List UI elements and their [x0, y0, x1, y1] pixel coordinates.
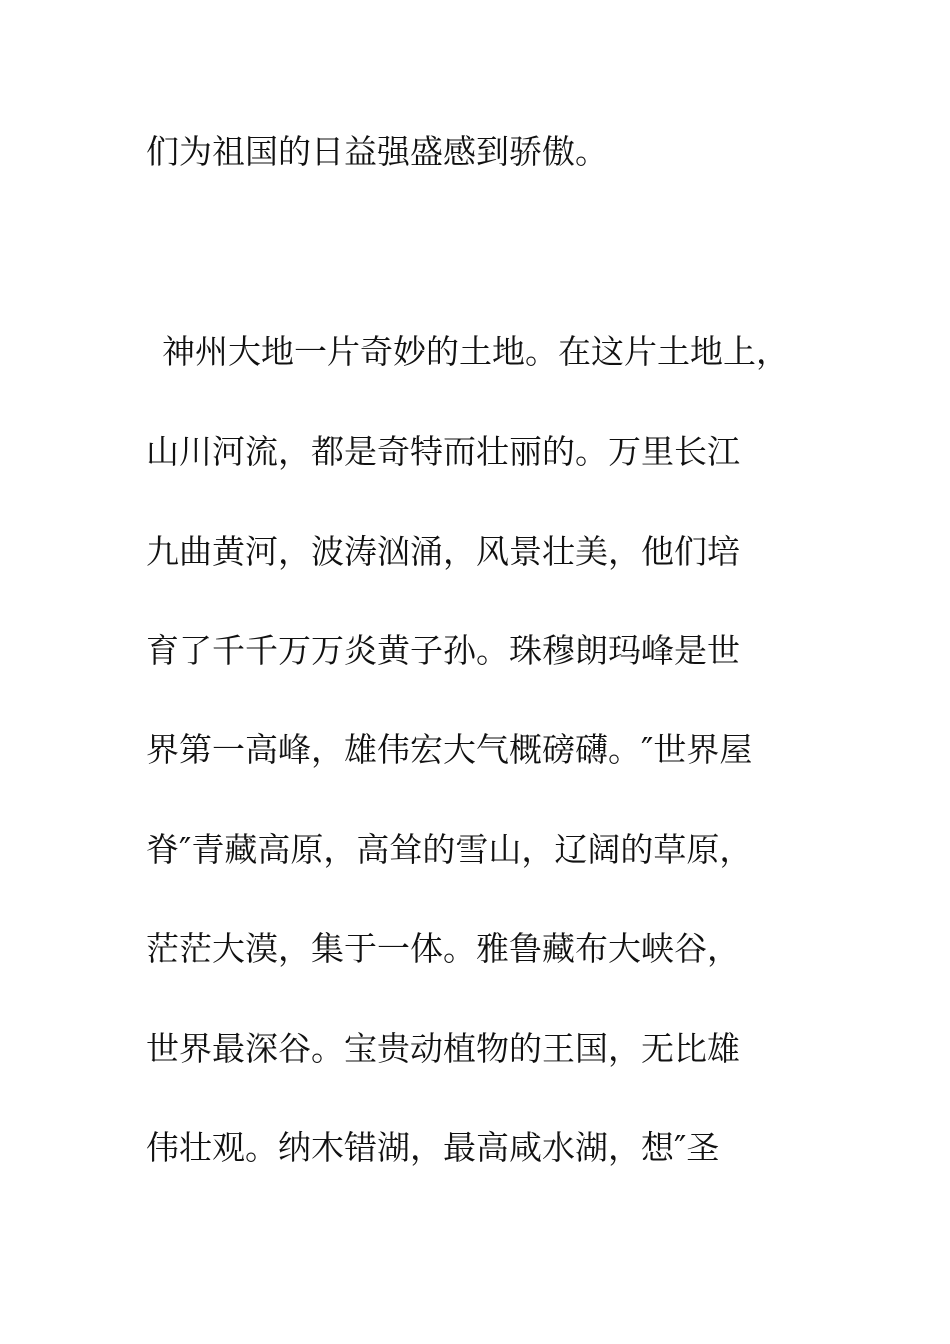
paragraph-line: 世界最深谷。宝贵动植物的王国，无比雄 [146, 1029, 740, 1068]
paragraph-line: 界第一高峰，雄伟宏大气概磅礴。″世界屋 [146, 730, 753, 769]
paragraph-line: 神州大地一片奇妙的土地。在这片土地上， [162, 332, 789, 371]
paragraph-line: 们为祖国的日益强盛感到骄傲。 [146, 132, 608, 171]
paragraph-line: 伟壮观。纳木错湖，最高咸水湖，想″圣 [146, 1128, 720, 1167]
paragraph-line: 九曲黄河，波涛汹涌，风景壮美，他们培 [146, 532, 740, 571]
paragraph-line: 山川河流，都是奇特而壮丽的。万里长江 [146, 432, 740, 471]
paragraph-line: 茫茫大漠，集于一体。雅鲁藏布大峡谷， [146, 929, 740, 968]
paragraph-line: 育了千千万万炎黄子孙。珠穆朗玛峰是世 [146, 631, 740, 670]
paragraph-line: 脊″青藏高原，高耸的雪山，辽阔的草原， [146, 830, 753, 869]
